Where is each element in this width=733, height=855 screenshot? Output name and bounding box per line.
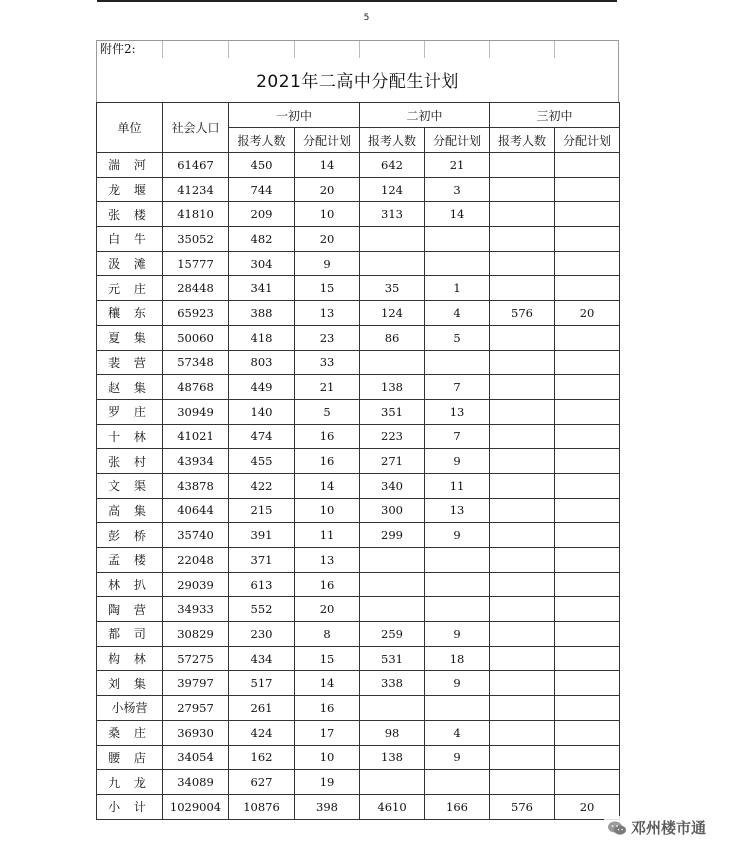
table-row xyxy=(97,745,620,770)
population-cell: 41810 xyxy=(163,202,229,227)
school3-allocation-cell xyxy=(555,227,620,252)
school2-allocation-cell xyxy=(425,597,490,622)
school2-applicants-cell: 259 xyxy=(360,622,425,647)
school3-applicants-cell xyxy=(490,202,555,227)
unit-cell: 文 渠 xyxy=(97,473,163,498)
school3-applicants-cell xyxy=(490,276,555,301)
school2-applicants-cell: 124 xyxy=(360,177,425,202)
school2-applicants-cell xyxy=(360,251,425,276)
school2-applicants-cell: 124 xyxy=(360,301,425,326)
school3-applicants-cell xyxy=(490,473,555,498)
school3-applicants-cell xyxy=(490,227,555,252)
unit-cell: 穰 东 xyxy=(97,301,163,326)
school1-applicants-cell: 388 xyxy=(229,301,295,326)
school1-allocation-cell: 20 xyxy=(295,227,360,252)
unit-cell: 都 司 xyxy=(97,622,163,647)
school1-applicants-cell: 482 xyxy=(229,227,295,252)
population-cell: 43934 xyxy=(163,449,229,474)
school1-applicants-cell: 10876 xyxy=(229,794,295,819)
unit-cell: 彭 桥 xyxy=(97,523,163,548)
school1-allocation-cell: 14 xyxy=(295,153,360,178)
school1-allocation-cell: 398 xyxy=(295,794,360,819)
table-row xyxy=(97,597,620,622)
school3-applicants-cell xyxy=(490,375,555,400)
school1-allocation-cell: 21 xyxy=(295,375,360,400)
school3-applicants-cell xyxy=(490,498,555,523)
school2-applicants-cell: 340 xyxy=(360,473,425,498)
header-applicants: 报考人数 xyxy=(229,128,295,153)
unit-cell: 元 庄 xyxy=(97,276,163,301)
school3-allocation-cell xyxy=(555,276,620,301)
population-cell: 28448 xyxy=(163,276,229,301)
population-cell: 27957 xyxy=(163,696,229,721)
school1-allocation-cell: 23 xyxy=(295,325,360,350)
school2-allocation-cell: 9 xyxy=(425,745,490,770)
school1-applicants-cell: 455 xyxy=(229,449,295,474)
school1-allocation-cell: 13 xyxy=(295,548,360,573)
school1-allocation-cell: 14 xyxy=(295,473,360,498)
population-cell: 39797 xyxy=(163,671,229,696)
school2-applicants-cell: 223 xyxy=(360,424,425,449)
school1-applicants-cell: 613 xyxy=(229,572,295,597)
school3-applicants-cell xyxy=(490,251,555,276)
allocation-table xyxy=(96,102,620,820)
document-title: 2021年二高中分配生计划 xyxy=(96,58,619,102)
school2-applicants-cell: 300 xyxy=(360,498,425,523)
table-row xyxy=(97,153,620,178)
school1-applicants-cell: 304 xyxy=(229,251,295,276)
school3-allocation-cell xyxy=(555,399,620,424)
school3-allocation-cell xyxy=(555,473,620,498)
school3-applicants-cell: 576 xyxy=(490,301,555,326)
school2-allocation-cell xyxy=(425,251,490,276)
school3-allocation-cell: 20 xyxy=(555,301,620,326)
school2-applicants-cell xyxy=(360,572,425,597)
school3-allocation-cell xyxy=(555,498,620,523)
school2-allocation-cell xyxy=(425,350,490,375)
school2-allocation-cell: 3 xyxy=(425,177,490,202)
school3-applicants-cell xyxy=(490,696,555,721)
population-cell: 34933 xyxy=(163,597,229,622)
school1-applicants-cell: 371 xyxy=(229,548,295,573)
school2-applicants-cell: 642 xyxy=(360,153,425,178)
school1-applicants-cell: 418 xyxy=(229,325,295,350)
school2-applicants-cell: 338 xyxy=(360,671,425,696)
blank-cell xyxy=(163,41,229,58)
school2-allocation-cell: 14 xyxy=(425,202,490,227)
population-cell: 22048 xyxy=(163,548,229,573)
header-allocation: 分配计划 xyxy=(425,128,490,153)
table-row xyxy=(97,177,620,202)
table-row xyxy=(97,449,620,474)
header-population: 社会人口 xyxy=(163,103,229,153)
population-cell: 41234 xyxy=(163,177,229,202)
blank-cell xyxy=(490,41,555,58)
school2-allocation-cell xyxy=(425,548,490,573)
school1-applicants-cell: 449 xyxy=(229,375,295,400)
unit-cell: 龙 堰 xyxy=(97,177,163,202)
school1-applicants-cell: 261 xyxy=(229,696,295,721)
school3-allocation-cell xyxy=(555,720,620,745)
population-cell: 35740 xyxy=(163,523,229,548)
table-row xyxy=(97,202,620,227)
table-row xyxy=(97,646,620,671)
unit-cell: 九 龙 xyxy=(97,770,163,795)
school1-allocation-cell: 10 xyxy=(295,498,360,523)
school1-allocation-cell: 11 xyxy=(295,523,360,548)
table-row xyxy=(97,375,620,400)
school1-applicants-cell: 627 xyxy=(229,770,295,795)
school2-applicants-cell xyxy=(360,350,425,375)
unit-cell: 白 牛 xyxy=(97,227,163,252)
unit-cell: 张 楼 xyxy=(97,202,163,227)
school2-applicants-cell xyxy=(360,597,425,622)
school1-allocation-cell: 10 xyxy=(295,745,360,770)
school3-applicants-cell: 576 xyxy=(490,794,555,819)
table-row xyxy=(97,424,620,449)
school3-applicants-cell xyxy=(490,548,555,573)
school1-allocation-cell: 16 xyxy=(295,449,360,474)
table-row xyxy=(97,301,620,326)
watermark xyxy=(604,816,709,839)
school1-applicants-cell: 162 xyxy=(229,745,295,770)
page-number: 5 xyxy=(363,13,370,23)
table-row xyxy=(97,770,620,795)
school3-allocation-cell xyxy=(555,597,620,622)
school2-applicants-cell: 98 xyxy=(360,720,425,745)
blank-cell xyxy=(229,41,295,58)
school1-allocation-cell: 13 xyxy=(295,301,360,326)
school1-allocation-cell: 16 xyxy=(295,572,360,597)
table-row xyxy=(97,523,620,548)
school3-allocation-cell xyxy=(555,622,620,647)
school3-applicants-cell xyxy=(490,523,555,548)
school1-allocation-cell: 16 xyxy=(295,424,360,449)
school2-allocation-cell: 4 xyxy=(425,720,490,745)
population-cell: 35052 xyxy=(163,227,229,252)
population-cell: 36930 xyxy=(163,720,229,745)
school1-allocation-cell: 17 xyxy=(295,720,360,745)
school1-applicants-cell: 424 xyxy=(229,720,295,745)
table-row xyxy=(97,473,620,498)
header-unit: 单位 xyxy=(97,103,163,153)
school2-allocation-cell xyxy=(425,770,490,795)
school3-allocation-cell xyxy=(555,375,620,400)
school1-allocation-cell: 15 xyxy=(295,276,360,301)
school1-applicants-cell: 341 xyxy=(229,276,295,301)
unit-cell: 裴 营 xyxy=(97,350,163,375)
school3-applicants-cell xyxy=(490,622,555,647)
school3-allocation-cell xyxy=(555,572,620,597)
school1-applicants-cell: 803 xyxy=(229,350,295,375)
school2-applicants-cell xyxy=(360,548,425,573)
population-cell: 61467 xyxy=(163,153,229,178)
school3-allocation-cell: 20 xyxy=(555,794,620,819)
school1-allocation-cell: 33 xyxy=(295,350,360,375)
blank-cell xyxy=(555,41,618,58)
header-school-3: 三初中 xyxy=(490,103,620,128)
school1-applicants-cell: 744 xyxy=(229,177,295,202)
header-applicants: 报考人数 xyxy=(490,128,555,153)
school1-applicants-cell: 552 xyxy=(229,597,295,622)
school2-allocation-cell: 13 xyxy=(425,498,490,523)
school1-applicants-cell: 215 xyxy=(229,498,295,523)
table-row xyxy=(97,325,620,350)
school2-allocation-cell xyxy=(425,572,490,597)
unit-cell: 罗 庄 xyxy=(97,399,163,424)
school2-applicants-cell: 138 xyxy=(360,745,425,770)
school3-allocation-cell xyxy=(555,449,620,474)
school1-allocation-cell: 14 xyxy=(295,671,360,696)
table-row xyxy=(97,696,620,721)
table-body xyxy=(97,153,620,820)
unit-cell: 构 林 xyxy=(97,646,163,671)
school2-applicants-cell xyxy=(360,227,425,252)
school2-applicants-cell: 4610 xyxy=(360,794,425,819)
school3-applicants-cell xyxy=(490,646,555,671)
population-cell: 57275 xyxy=(163,646,229,671)
school3-allocation-cell xyxy=(555,424,620,449)
school2-applicants-cell: 271 xyxy=(360,449,425,474)
unit-cell: 赵 集 xyxy=(97,375,163,400)
school3-allocation-cell xyxy=(555,548,620,573)
school1-applicants-cell: 422 xyxy=(229,473,295,498)
unit-cell: 陶 营 xyxy=(97,597,163,622)
watermark-text: 邓州楼市通 xyxy=(630,819,706,837)
school3-applicants-cell xyxy=(490,399,555,424)
population-cell: 40644 xyxy=(163,498,229,523)
table-row xyxy=(97,350,620,375)
school3-applicants-cell xyxy=(490,350,555,375)
table-row xyxy=(97,572,620,597)
table-row xyxy=(97,276,620,301)
table-row xyxy=(97,251,620,276)
school2-allocation-cell xyxy=(425,227,490,252)
table-row xyxy=(97,720,620,745)
school3-allocation-cell xyxy=(555,523,620,548)
population-cell: 29039 xyxy=(163,572,229,597)
school3-applicants-cell xyxy=(490,597,555,622)
school2-allocation-cell: 9 xyxy=(425,523,490,548)
school1-applicants-cell: 517 xyxy=(229,671,295,696)
blank-cell xyxy=(425,41,490,58)
unit-cell: 孟 楼 xyxy=(97,548,163,573)
school1-applicants-cell: 140 xyxy=(229,399,295,424)
school1-allocation-cell: 15 xyxy=(295,646,360,671)
school3-applicants-cell xyxy=(490,177,555,202)
school2-applicants-cell: 313 xyxy=(360,202,425,227)
school3-allocation-cell xyxy=(555,646,620,671)
school3-applicants-cell xyxy=(490,325,555,350)
table-row xyxy=(97,498,620,523)
school2-applicants-cell: 351 xyxy=(360,399,425,424)
unit-cell: 汲 滩 xyxy=(97,251,163,276)
school3-applicants-cell xyxy=(490,720,555,745)
population-cell: 1029004 xyxy=(163,794,229,819)
school1-allocation-cell: 10 xyxy=(295,202,360,227)
school1-applicants-cell: 434 xyxy=(229,646,295,671)
unit-cell: 湍 河 xyxy=(97,153,163,178)
school3-allocation-cell xyxy=(555,770,620,795)
table-row xyxy=(97,227,620,252)
school3-applicants-cell xyxy=(490,153,555,178)
school2-applicants-cell xyxy=(360,770,425,795)
population-cell: 34054 xyxy=(163,745,229,770)
school2-applicants-cell xyxy=(360,696,425,721)
blank-cell xyxy=(295,41,360,58)
top-rule xyxy=(97,0,617,2)
school3-applicants-cell xyxy=(490,745,555,770)
population-cell: 57348 xyxy=(163,350,229,375)
unit-cell: 桑 庄 xyxy=(97,720,163,745)
population-cell: 30829 xyxy=(163,622,229,647)
school1-allocation-cell: 8 xyxy=(295,622,360,647)
header-school-1: 一初中 xyxy=(229,103,360,128)
wechat-icon xyxy=(607,820,627,836)
school2-allocation-cell: 166 xyxy=(425,794,490,819)
school2-applicants-cell: 35 xyxy=(360,276,425,301)
unit-cell: 夏 集 xyxy=(97,325,163,350)
unit-cell: 高 集 xyxy=(97,498,163,523)
school3-applicants-cell xyxy=(490,572,555,597)
school3-applicants-cell xyxy=(490,671,555,696)
population-cell: 41021 xyxy=(163,424,229,449)
school2-allocation-cell: 7 xyxy=(425,375,490,400)
school1-applicants-cell: 474 xyxy=(229,424,295,449)
header-allocation: 分配计划 xyxy=(295,128,360,153)
school3-allocation-cell xyxy=(555,202,620,227)
school2-allocation-cell: 7 xyxy=(425,424,490,449)
population-cell: 65923 xyxy=(163,301,229,326)
table-row xyxy=(97,399,620,424)
school1-allocation-cell: 16 xyxy=(295,696,360,721)
school3-allocation-cell xyxy=(555,350,620,375)
school3-applicants-cell xyxy=(490,770,555,795)
school1-applicants-cell: 209 xyxy=(229,202,295,227)
school2-applicants-cell: 86 xyxy=(360,325,425,350)
school3-applicants-cell xyxy=(490,449,555,474)
school3-allocation-cell xyxy=(555,745,620,770)
school1-applicants-cell: 391 xyxy=(229,523,295,548)
school2-allocation-cell: 4 xyxy=(425,301,490,326)
population-cell: 43878 xyxy=(163,473,229,498)
school2-applicants-cell: 531 xyxy=(360,646,425,671)
school2-applicants-cell: 138 xyxy=(360,375,425,400)
table-row xyxy=(97,671,620,696)
school3-allocation-cell xyxy=(555,696,620,721)
school2-allocation-cell: 9 xyxy=(425,622,490,647)
school2-allocation-cell: 5 xyxy=(425,325,490,350)
school2-allocation-cell: 9 xyxy=(425,671,490,696)
header-school-2: 二初中 xyxy=(360,103,490,128)
blank-cell xyxy=(360,41,425,58)
table-row xyxy=(97,622,620,647)
school2-allocation-cell: 1 xyxy=(425,276,490,301)
school1-allocation-cell: 19 xyxy=(295,770,360,795)
unit-cell: 小杨营 xyxy=(97,696,163,721)
school3-allocation-cell xyxy=(555,671,620,696)
attachment-row xyxy=(96,40,619,58)
attachment-label: 附件2: xyxy=(97,41,163,58)
table-row xyxy=(97,794,620,819)
school2-applicants-cell: 299 xyxy=(360,523,425,548)
unit-cell: 刘 集 xyxy=(97,671,163,696)
school1-applicants-cell: 450 xyxy=(229,153,295,178)
school2-allocation-cell: 18 xyxy=(425,646,490,671)
school3-allocation-cell xyxy=(555,251,620,276)
school2-allocation-cell: 9 xyxy=(425,449,490,474)
header-allocation: 分配计划 xyxy=(555,128,620,153)
population-cell: 34089 xyxy=(163,770,229,795)
school1-allocation-cell: 9 xyxy=(295,251,360,276)
unit-cell: 小 计 xyxy=(97,794,163,819)
school1-allocation-cell: 20 xyxy=(295,597,360,622)
school2-allocation-cell: 21 xyxy=(425,153,490,178)
school2-allocation-cell xyxy=(425,696,490,721)
school1-allocation-cell: 5 xyxy=(295,399,360,424)
population-cell: 30949 xyxy=(163,399,229,424)
unit-cell: 腰 店 xyxy=(97,745,163,770)
school2-allocation-cell: 11 xyxy=(425,473,490,498)
school3-applicants-cell xyxy=(490,424,555,449)
school3-allocation-cell xyxy=(555,153,620,178)
school1-allocation-cell: 20 xyxy=(295,177,360,202)
school3-allocation-cell xyxy=(555,325,620,350)
school3-allocation-cell xyxy=(555,177,620,202)
school2-allocation-cell: 13 xyxy=(425,399,490,424)
population-cell: 50060 xyxy=(163,325,229,350)
population-cell: 15777 xyxy=(163,251,229,276)
unit-cell: 十 林 xyxy=(97,424,163,449)
school1-applicants-cell: 230 xyxy=(229,622,295,647)
unit-cell: 林 扒 xyxy=(97,572,163,597)
table-row xyxy=(97,548,620,573)
unit-cell: 张 村 xyxy=(97,449,163,474)
population-cell: 48768 xyxy=(163,375,229,400)
header-applicants: 报考人数 xyxy=(360,128,425,153)
